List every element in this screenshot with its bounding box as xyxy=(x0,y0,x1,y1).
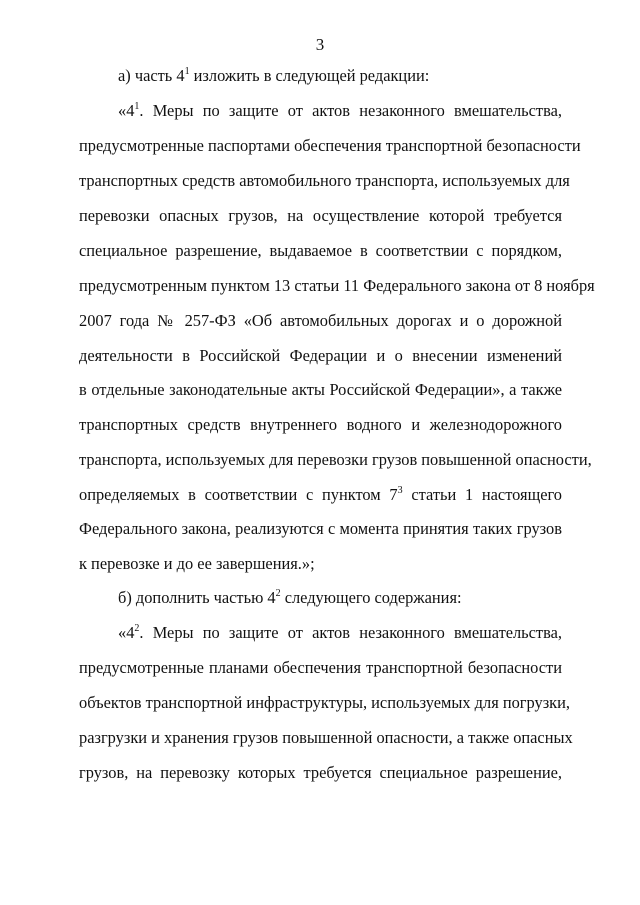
superscript: 1 xyxy=(184,66,190,77)
paragraph-4-1-first-line xyxy=(118,101,562,121)
paragraph-4-2-first-line xyxy=(118,623,562,643)
superscript: 1 xyxy=(134,101,140,112)
text-line: к перевозке и до ее завершения.»; xyxy=(79,554,315,573)
superscript: 3 xyxy=(397,485,403,496)
superscript: 2 xyxy=(275,588,281,599)
text-line: предусмотренные планами обеспечения транспортной безопасности xyxy=(79,658,562,677)
line-text: «4 xyxy=(118,101,135,120)
text-line: Федерального закона, реализуются с момента принятия таких грузов xyxy=(79,519,562,538)
item-b-heading xyxy=(118,588,462,608)
line-text: определяемых в соответствии с пунктом 7 xyxy=(79,485,398,504)
line-text: «4 xyxy=(118,623,135,642)
text-line: 2007 года № 257-ФЗ «Об автомобильных дорогах и о дорожной xyxy=(79,311,562,330)
text-line: специальное разрешение, выдаваемое в соответствии с порядком, xyxy=(79,241,562,260)
line-text: следующего содержания: xyxy=(280,588,462,607)
text-line: разгрузки и хранения грузов повышенной опасности, а также опасных xyxy=(79,728,573,747)
item-a-heading xyxy=(118,66,429,86)
line-text: а) часть 4 xyxy=(118,66,185,85)
text-line: перевозки опасных грузов, на осуществление которой требуется xyxy=(79,206,562,225)
line-text: . Меры по защите от актов незаконного вмешательства, xyxy=(139,623,562,642)
superscript: 2 xyxy=(134,623,140,634)
page-number: 3 xyxy=(315,35,325,54)
text-line: транспортных средств внутреннего водного и железнодорожного xyxy=(79,415,562,434)
text-line: грузов, на перевозку которых требуется специальное разрешение, xyxy=(79,763,562,782)
text-line: в отдельные законодательные акты Российской Федерации», а также xyxy=(79,380,562,399)
text-line: транспорта, используемых для перевозки грузов повышенной опасности, xyxy=(79,450,592,469)
line-text: б) дополнить частью 4 xyxy=(118,588,276,607)
line-text: статьи 1 настоящего xyxy=(402,485,562,504)
text-line: предусмотренным пунктом 13 статьи 11 Федерального закона от 8 ноября xyxy=(79,276,595,295)
text-line: объектов транспортной инфраструктуры, используемых для погрузки, xyxy=(79,693,571,712)
text-line: транспортных средств автомобильного транспорта, используемых для xyxy=(79,171,570,190)
text-line xyxy=(79,485,562,505)
line-text: изложить в следующей редакции: xyxy=(189,66,430,85)
line-text: . Меры по защите от актов незаконного вмешательства, xyxy=(139,101,562,120)
text-line: предусмотренные паспортами обеспечения транспортной безопасности xyxy=(79,136,581,155)
text-line: деятельности в Российской Федерации и о внесении изменений xyxy=(79,346,562,365)
